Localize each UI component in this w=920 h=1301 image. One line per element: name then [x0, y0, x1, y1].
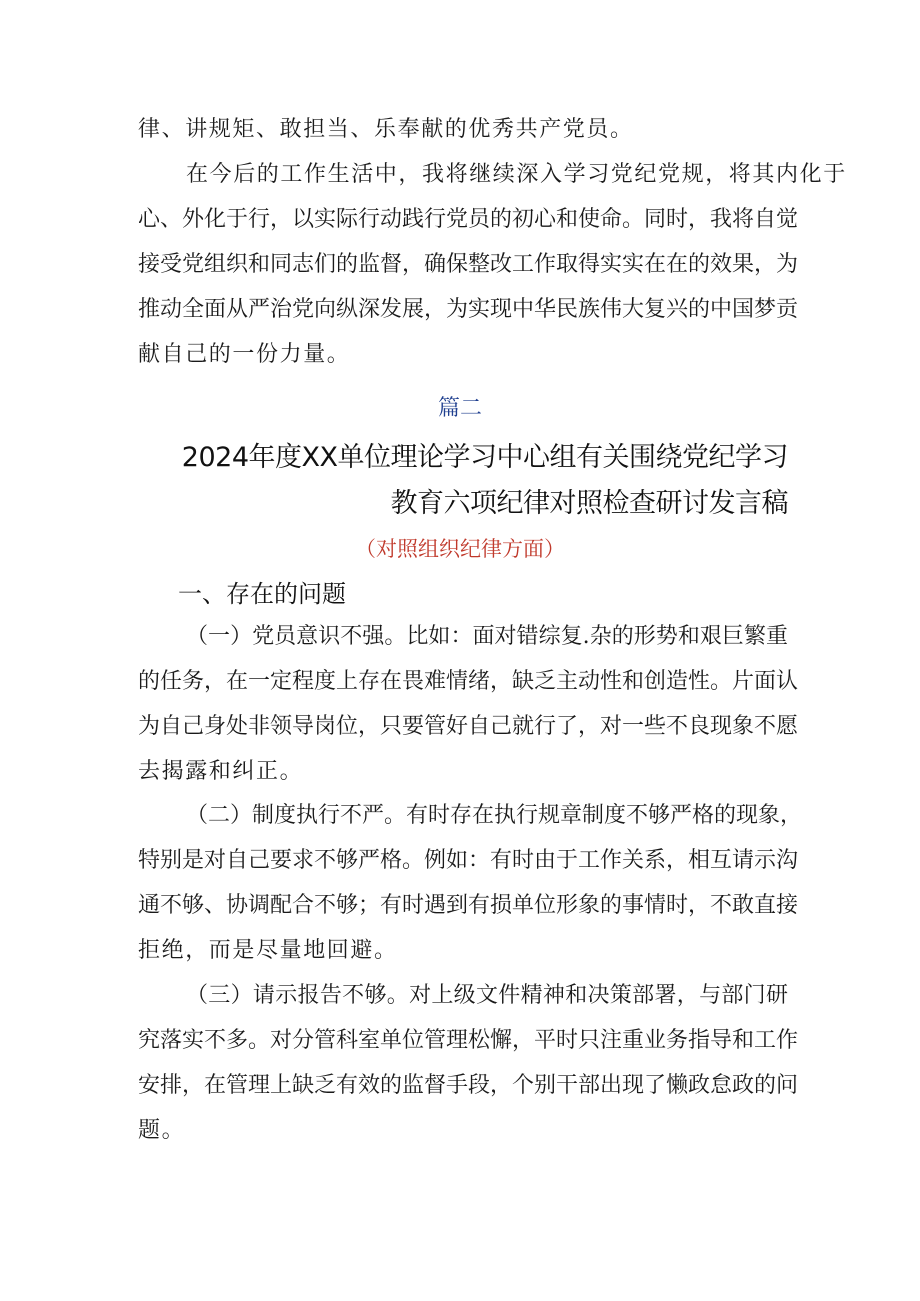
paragraph-line: 特别是对自己要求不够严格。例如：有时由于工作关系，相互请示沟: [138, 848, 799, 873]
paragraph-line: 推动全面从严治党向纵深发展，为实现中华民族伟大复兴的中国梦贡: [138, 297, 799, 322]
paragraph-line: 接受党组织和同志们的监督，确保整改工作取得实实在在的效果，为: [138, 252, 799, 277]
paragraph-line: 题。: [138, 1118, 186, 1143]
paragraph-line: 究落实不多。对分管科室单位管理松懈，平时只注重业务指导和工作: [138, 1028, 799, 1053]
paragraph-line: （一）党员意识不强。比如：面对错综复.杂的形势和艰巨繁重: [186, 624, 788, 649]
section-heading: 一、存在的问题: [178, 580, 346, 608]
paragraph-line: 律、讲规矩、敢担当、乐奉献的优秀共产党员。: [138, 117, 634, 142]
document-subtitle: （对照组织纪律方面）: [355, 537, 565, 561]
paragraph-line: 通不够、协调配合不够；有时遇到有损单位形象的事情时，不敢直接: [138, 893, 799, 918]
paragraph-line: 拒绝，而是尽量地回避。: [138, 938, 398, 963]
paragraph-line: 为自己身处非领导岗位，只要管好自己就行了，对一些不良现象不愿: [138, 714, 799, 739]
paragraph-line: （三）请示报告不够。对上级文件精神和决策部署，与部门研: [186, 983, 788, 1008]
document-title-line-2: 教育六项纪律对照检查研讨发言稿: [390, 488, 788, 519]
paragraph-line: 在今后的工作生活中，我将继续深入学习党纪党规，将其内化于: [186, 162, 847, 187]
paragraph-line: 去揭露和纠正。: [138, 759, 304, 784]
paragraph-line: 心、外化于行，以实际行动践行党员的初心和使命。同时，我将自觉: [138, 207, 799, 232]
paragraph-line: 安排，在管理上缺乏有效的监督手段，个别干部出现了懒政怠政的问: [138, 1073, 799, 1098]
section-label: 篇二: [437, 396, 482, 421]
document-title-line-1: 2024年度XX单位理论学习中心组有关围绕党纪学习: [181, 442, 788, 473]
paragraph-line: 献自己的一份力量。: [138, 342, 351, 367]
paragraph-line: 的任务，在一定程度上存在畏难情绪，缺乏主动性和创造性。片面认: [138, 669, 799, 694]
paragraph-line: （二）制度执行不严。有时存在执行规章制度不够严格的现象，: [186, 803, 803, 828]
